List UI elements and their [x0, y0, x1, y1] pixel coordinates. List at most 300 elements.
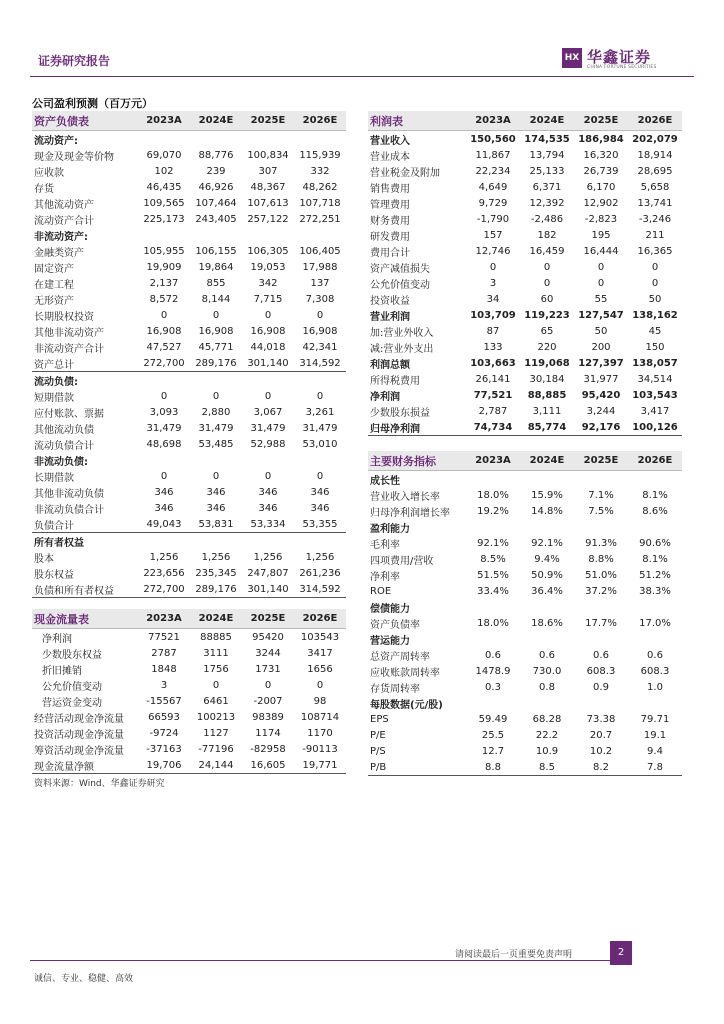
row-label: 盈利能力: [370, 523, 410, 535]
table-row: [368, 195, 682, 211]
cell-value: 59.49: [478, 713, 508, 725]
cell-value: 16,908: [250, 325, 286, 337]
cell-value: 332: [310, 165, 330, 177]
cell-value: 1656: [307, 663, 333, 675]
cell-value: 1.0: [647, 681, 663, 693]
row-label: 营运能力: [370, 635, 410, 647]
cell-value: [628, 471, 682, 488]
cell-value: 202,079: [632, 133, 678, 145]
row-label: 毛利率: [370, 539, 400, 551]
row-label: 固定资产: [34, 263, 74, 275]
cell-value: 8,144: [201, 293, 231, 305]
row-label: 流动负债合计: [34, 440, 94, 452]
row-label: 所有者权益: [32, 533, 138, 550]
cell-value: -1,790: [476, 213, 510, 225]
row-label: 流动负债:: [32, 372, 138, 389]
cell-value: 87: [486, 325, 500, 337]
income-statement-panel: [368, 111, 682, 436]
cell-value: 0.6: [485, 649, 501, 661]
cell-value: 195: [591, 229, 611, 241]
cell-value: 13,794: [529, 149, 565, 161]
cell-value: 3,111: [532, 405, 562, 417]
cell-value: 12.7: [481, 745, 505, 757]
row-label: 营业利润: [370, 311, 410, 323]
table-row: [368, 403, 682, 419]
cell-value: 98389: [252, 711, 284, 723]
cell-value: 0: [651, 261, 659, 273]
cell-value: 3: [160, 679, 168, 691]
cell-value: 60: [540, 293, 554, 305]
cell-value: 105,955: [143, 245, 185, 257]
table-header-row: [32, 111, 346, 131]
year-header: 2024E: [190, 609, 242, 629]
table-row: [368, 307, 682, 323]
cell-value: 51.5%: [477, 569, 509, 581]
cell-value: 19,864: [198, 261, 234, 273]
cell-value: 55: [594, 293, 608, 305]
cell-value: 18.0%: [477, 489, 509, 501]
row-label: 投资活动现金净流量: [34, 729, 124, 741]
table-row: [368, 211, 682, 227]
table-row: [368, 419, 682, 436]
row-label: 经营活动现金净流量: [34, 713, 124, 725]
cell-value: 1848: [151, 663, 177, 675]
cell-value: 7.1%: [588, 489, 614, 501]
cell-value: 16,908: [146, 325, 182, 337]
cell-value: 19,706: [138, 757, 190, 774]
cell-value: 22,234: [475, 165, 511, 177]
cell-value: 8,572: [149, 293, 179, 305]
cell-value: [520, 519, 574, 535]
table-row: [368, 759, 682, 776]
table-row: [32, 565, 346, 581]
cell-value: 50: [594, 325, 608, 337]
table-row: [368, 535, 682, 551]
cell-value: 3: [489, 277, 497, 289]
row-label: 筹资活动现金净流量: [34, 745, 124, 757]
cell-value: 53,485: [198, 438, 234, 450]
cell-value: 157: [483, 229, 503, 241]
cell-value: 1,256: [253, 551, 283, 563]
row-label: 非流动资产合计: [34, 343, 104, 355]
cell-value: 48,262: [302, 181, 338, 193]
cell-value: 2,880: [201, 406, 231, 418]
cell-value: 1,256: [149, 551, 179, 563]
cell-value: 1478.9: [475, 665, 511, 677]
cell-value: 3,417: [640, 405, 670, 417]
cell-value: 7,715: [253, 293, 283, 305]
cell-value: 73.38: [586, 713, 616, 725]
ratios-table: [368, 451, 682, 776]
cell-value: 26,141: [475, 373, 511, 385]
cell-value: [628, 695, 682, 711]
row-label: 归母净利润: [368, 419, 466, 436]
cell-value: 38.3%: [639, 585, 671, 597]
cell-value: 22.2: [535, 729, 559, 741]
year-header: 2023A: [138, 609, 190, 629]
table-row: [32, 131, 346, 148]
cell-value: [628, 519, 682, 535]
cell-value: 15.9%: [531, 489, 563, 501]
row-label: 减:营业外支出: [370, 343, 434, 355]
cell-value: 1731: [255, 663, 281, 675]
row-label: 流动资产合计: [34, 215, 94, 227]
cell-value: 19,053: [250, 261, 286, 273]
report-type-label: 证券研究报告: [38, 54, 111, 68]
cell-value: 33.4%: [477, 585, 509, 597]
cell-value: 98: [313, 695, 327, 707]
table-row: [32, 147, 346, 163]
cell-value: 1,256: [305, 551, 335, 563]
cell-value: 26,739: [583, 165, 619, 177]
table-row: [368, 647, 682, 663]
year-header: 2026E: [628, 451, 682, 471]
cell-value: [520, 695, 574, 711]
cashflow-table: [32, 609, 346, 774]
cell-value: 53,355: [302, 518, 338, 530]
cell-value: [574, 471, 628, 488]
row-label: 资产减值损失: [370, 263, 430, 275]
row-label: 四项费用/营收: [370, 555, 434, 567]
cell-value: 51.2%: [639, 569, 671, 581]
cell-value: 44,018: [250, 341, 286, 353]
row-label: 研发费用: [370, 231, 410, 243]
table-row: [368, 355, 682, 371]
row-label: 销售费用: [370, 183, 410, 195]
table-row: [32, 436, 346, 452]
cell-value: -82958: [250, 743, 286, 755]
cell-value: [294, 131, 346, 148]
row-label: 营业收入增长率: [370, 491, 440, 503]
row-label: P/B: [368, 759, 466, 776]
table-row: [32, 629, 346, 646]
cell-value: 34: [486, 293, 500, 305]
cell-value: 9,729: [478, 197, 508, 209]
table-row: [368, 243, 682, 259]
cell-value: [466, 519, 520, 535]
table-row: [368, 147, 682, 163]
table-row: [368, 599, 682, 615]
row-label: P/S: [370, 745, 386, 757]
row-label: 净利润: [370, 391, 400, 403]
section-title: 公司盈利预测（百万元）: [32, 97, 153, 110]
cell-value: [190, 227, 242, 243]
cell-value: 0.9: [593, 681, 609, 693]
cell-value: 107,718: [299, 197, 341, 209]
cell-value: 0: [597, 277, 605, 289]
row-label: 净利率: [370, 571, 400, 583]
table-title: 资产负债表: [32, 111, 138, 131]
cell-value: 12,392: [529, 197, 565, 209]
cell-value: 247,807: [247, 567, 289, 579]
row-label: 现金流量净额: [32, 757, 138, 774]
table-row: [32, 211, 346, 227]
cell-value: 3111: [203, 647, 229, 659]
cell-value: [574, 695, 628, 711]
cell-value: 50: [648, 293, 662, 305]
row-label: 存货: [34, 183, 54, 195]
cell-value: 19,771: [294, 757, 346, 774]
row-label: 长期股权投资: [34, 311, 94, 323]
cell-value: 272,700: [143, 357, 185, 369]
cell-value: [138, 372, 190, 389]
table-row: [32, 355, 346, 372]
cell-value: 46,435: [146, 181, 182, 193]
cell-value: 346: [154, 486, 174, 498]
cell-value: 0: [264, 470, 272, 482]
cell-value: 7.8: [628, 759, 682, 776]
cell-value: 19.2%: [477, 505, 509, 517]
cell-value: [242, 131, 294, 148]
cell-value: 8.8%: [588, 553, 614, 565]
cell-value: 91.3%: [585, 537, 617, 549]
cell-value: 346: [310, 486, 330, 498]
cell-value: 0: [160, 470, 168, 482]
cell-value: 11,867: [475, 149, 511, 161]
table-row: [32, 693, 346, 709]
table-row: [368, 727, 682, 743]
table-row: [368, 551, 682, 567]
cell-value: -3,246: [638, 213, 672, 225]
footer-divider: [30, 960, 630, 961]
cell-value: 9.4: [647, 745, 663, 757]
row-label: 其他非流动资产: [34, 327, 104, 339]
year-header: 2024E: [190, 111, 242, 131]
cell-value: 10.2: [589, 745, 613, 757]
row-label: 存货周转率: [370, 683, 420, 695]
cell-value: 0: [212, 309, 220, 321]
cell-value: 289,176: [195, 357, 237, 369]
row-label: 管理费用: [370, 199, 410, 211]
disclaimer-note: 请阅读最后一页重要免责声明: [455, 950, 573, 960]
cell-value: 150,560: [470, 133, 516, 145]
table-title: 利润表: [368, 111, 466, 131]
row-label: 其他非流动负债: [34, 488, 104, 500]
logo-mark-icon: HX: [562, 48, 582, 68]
cell-value: 115,939: [299, 149, 341, 161]
cell-value: 37.2%: [585, 585, 617, 597]
cell-value: 1127: [203, 727, 229, 739]
table-row: [32, 404, 346, 420]
cell-value: [138, 452, 190, 468]
table-row: [32, 484, 346, 500]
row-label: 金融类资产: [34, 247, 84, 259]
cell-value: [138, 227, 190, 243]
cell-value: 314,592: [299, 357, 341, 369]
cell-value: 106,155: [195, 245, 237, 257]
cell-value: [520, 471, 574, 488]
cell-value: 16,908: [302, 325, 338, 337]
cell-value: -9724: [149, 727, 179, 739]
row-label: P/E: [370, 729, 386, 741]
table-row: [32, 468, 346, 484]
table-row: [368, 259, 682, 275]
cell-value: 730.0: [532, 665, 562, 677]
cell-value: 100,834: [247, 149, 289, 161]
table-row: [32, 307, 346, 323]
cell-value: 127,547: [578, 309, 624, 321]
row-label: 少数股东损益: [370, 407, 430, 419]
cell-value: 31,479: [146, 422, 182, 434]
cell-value: 342: [258, 277, 278, 289]
row-label: 偿债能力: [370, 603, 410, 615]
row-label: 应收款: [34, 167, 64, 179]
cell-value: 8.1%: [642, 553, 668, 565]
year-header: 2026E: [294, 111, 346, 131]
row-label: 每股数据(元/股): [370, 699, 443, 711]
cell-value: 243,405: [195, 213, 237, 225]
cash-flow-panel: [32, 609, 346, 774]
cell-value: 79.71: [640, 713, 670, 725]
table-row: [32, 516, 346, 533]
cell-value: 109,565: [143, 197, 185, 209]
row-label: 公允价值变动: [42, 681, 102, 693]
row-label: 股本: [34, 553, 54, 565]
cell-value: 92,176: [574, 419, 628, 436]
cell-value: 6,371: [532, 181, 562, 193]
cell-value: 8.6%: [642, 505, 668, 517]
cell-value: 19,909: [146, 261, 182, 273]
financial-ratios-panel: [368, 451, 682, 776]
table-row: [32, 227, 346, 243]
cell-value: [294, 533, 346, 550]
table-row: [32, 275, 346, 291]
year-header: 2026E: [628, 111, 682, 131]
cell-value: 0.6: [539, 649, 555, 661]
row-label: 负债合计: [34, 520, 74, 532]
row-label: 股东权益: [34, 569, 74, 581]
cell-value: 68.28: [532, 713, 562, 725]
cell-value: 31,977: [583, 373, 619, 385]
cell-value: 34,514: [637, 373, 673, 385]
table-row: [368, 291, 682, 307]
row-label: 其他流动负债: [34, 424, 94, 436]
table-header-row: [368, 451, 682, 471]
cell-value: [294, 372, 346, 389]
table-row: [32, 163, 346, 179]
cell-value: 272,251: [299, 213, 341, 225]
cell-value: 17.0%: [639, 617, 671, 629]
year-header: 2025E: [574, 451, 628, 471]
cell-value: 12,902: [583, 197, 619, 209]
header-divider: [30, 76, 694, 77]
cell-value: 220: [537, 341, 557, 353]
row-label: 非流动负债合计: [34, 504, 104, 516]
cell-value: 53,010: [302, 438, 338, 450]
table-row: [32, 452, 346, 468]
row-label: 应收账款周转率: [370, 667, 440, 679]
cell-value: 0: [212, 679, 220, 691]
cell-value: [520, 599, 574, 615]
table-row: [368, 519, 682, 535]
table-row: [368, 567, 682, 583]
cell-value: 0.6: [647, 649, 663, 661]
table-row: [368, 387, 682, 403]
cell-value: 66593: [148, 711, 180, 723]
cell-value: 1170: [307, 727, 333, 739]
cell-value: 107,613: [247, 197, 289, 209]
cell-value: 346: [206, 502, 226, 514]
row-label: 非流动负债:: [34, 456, 88, 468]
year-header: 2025E: [242, 111, 294, 131]
table-row: [32, 533, 346, 550]
year-header: 2025E: [242, 609, 294, 629]
cell-value: 261,236: [299, 567, 341, 579]
cell-value: -37163: [146, 743, 182, 755]
cell-value: 8.2: [574, 759, 628, 776]
cell-value: 88,885: [527, 389, 567, 401]
cell-value: 0: [160, 309, 168, 321]
table-row: [368, 743, 682, 759]
cell-value: [574, 631, 628, 647]
cell-value: 77521: [148, 631, 180, 643]
year-header: 2026E: [294, 609, 346, 629]
table-row: [368, 583, 682, 599]
company-motto: 诚信、专业、稳健、高效: [34, 974, 134, 984]
cell-value: [242, 227, 294, 243]
cell-value: -2,823: [584, 213, 618, 225]
row-label: 公允价值变动: [370, 279, 430, 291]
cell-value: 13,741: [637, 197, 673, 209]
table-row: [32, 709, 346, 725]
cell-value: 31,479: [198, 422, 234, 434]
cell-value: 301,140: [242, 581, 294, 598]
cell-value: 95420: [252, 631, 284, 643]
table-row: [32, 741, 346, 757]
year-header: 2023A: [466, 111, 520, 131]
cell-value: 45,771: [198, 341, 234, 353]
cell-value: 103,709: [470, 309, 516, 321]
table-row: [32, 388, 346, 404]
row-label: 投资收益: [370, 295, 410, 307]
year-header: 2023A: [138, 111, 190, 131]
cell-value: 8.5: [520, 759, 574, 776]
cell-value: 8.8: [466, 759, 520, 776]
cell-value: 3417: [307, 647, 333, 659]
cell-value: 0: [597, 261, 605, 273]
cell-value: 608.3: [640, 665, 670, 677]
cell-value: 2,137: [149, 277, 179, 289]
cell-value: 16,908: [198, 325, 234, 337]
year-header: 2024E: [520, 451, 574, 471]
table-row: [368, 663, 682, 679]
cell-value: 53,831: [198, 518, 234, 530]
cell-value: 90.6%: [639, 537, 671, 549]
cell-value: 16,605: [242, 757, 294, 774]
cell-value: 7,308: [305, 293, 335, 305]
table-row: [368, 711, 682, 727]
cell-value: 31,479: [302, 422, 338, 434]
cell-value: 0: [212, 390, 220, 402]
table-row: [32, 179, 346, 195]
cell-value: 346: [310, 502, 330, 514]
cell-value: 0.8: [539, 681, 555, 693]
cell-value: 6,170: [586, 181, 616, 193]
cell-value: [190, 131, 242, 148]
row-label: 所得税费用: [370, 375, 420, 387]
row-label: 应付账款、票据: [34, 408, 104, 420]
cell-value: 223,656: [143, 567, 185, 579]
cell-value: [520, 631, 574, 647]
cell-value: 0.3: [485, 681, 501, 693]
page-number: 2: [610, 941, 632, 965]
cell-value: [466, 471, 520, 488]
table-row: [32, 420, 346, 436]
row-label: 营业税金及附加: [370, 167, 440, 179]
cell-value: 52,988: [250, 438, 286, 450]
cell-value: 103543: [300, 631, 340, 643]
table-row: [368, 323, 682, 339]
